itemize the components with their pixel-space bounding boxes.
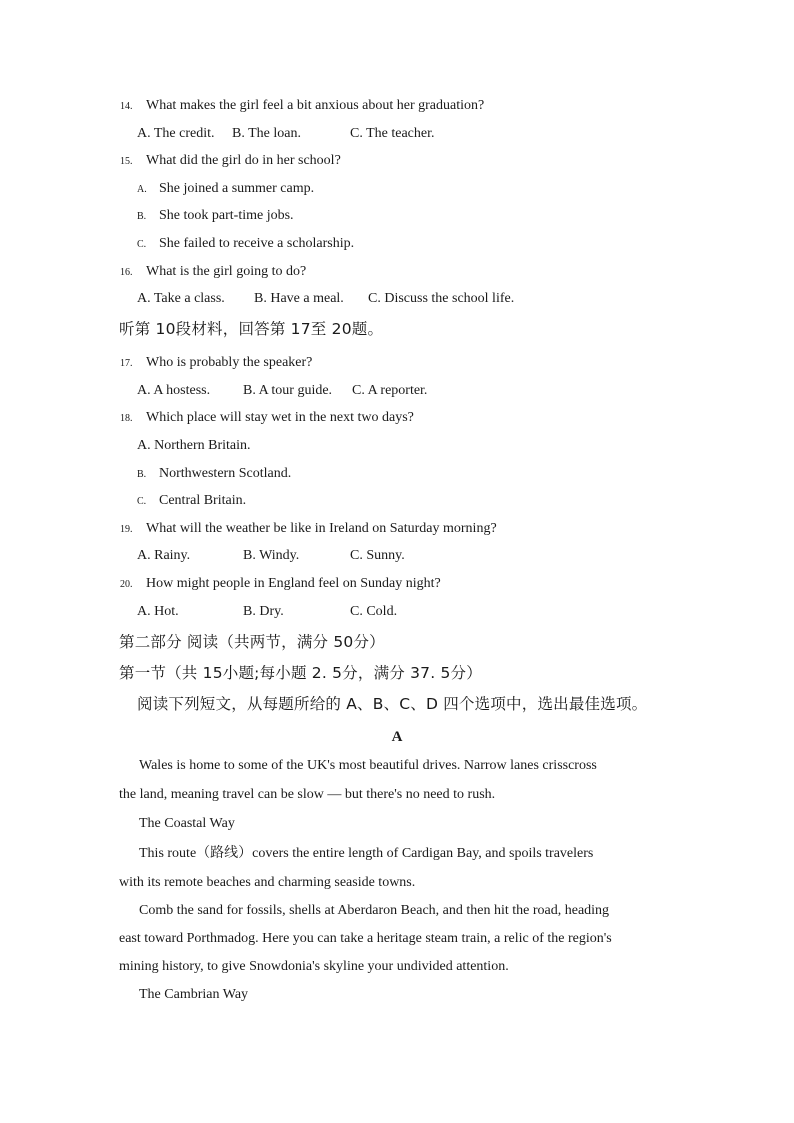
question-number: 16. [120,267,133,278]
question-20 [120,575,441,594]
option-letter: B. [137,469,147,480]
question-15 [120,152,341,171]
option-text: Northwestern Scotland. [159,466,292,481]
option-a [137,180,314,199]
option-c: C. Discuss the school life. [368,291,515,306]
option-b [137,465,291,484]
section-one-title: 第一节（共 15小题;每小题 2. 5分，满分 37. 5分） [119,664,482,682]
question-number: 20. [120,579,133,590]
question-text: What did the girl do in her school? [146,153,341,168]
option-b: B. Windy. [243,548,300,563]
option-letter: B. [137,211,147,222]
paragraph-1-line-2: the land, meaning travel can be slow — but there's no need to rush. [119,787,496,802]
option-c [137,235,354,254]
option-letter: C. [137,239,147,250]
question-19 [120,520,497,539]
option-c: C. Cold. [350,604,398,619]
option-b [137,207,294,226]
option-c: C. A reporter. [352,383,428,398]
option-c: C. Sunny. [350,548,405,563]
reading-instructions: 阅读下列短文，从每题所给的 A、B、C、D 四个选项中，选出最佳选项。 [137,695,648,713]
part-two-title: 第二部分 阅读（共两节，满分 50分） [119,633,385,651]
option-c: C. The teacher. [350,126,435,141]
question-17 [120,354,312,373]
question-text: Which place will stay wet in the next two days? [146,410,414,425]
question-text: What makes the girl feel a bit anxious about her graduation? [146,98,485,113]
option-text: She took part-time jobs. [159,208,294,223]
option-a: A. The credit. [137,126,215,141]
paragraph-2-line-2: with its remote beaches and charming seaside towns. [119,875,416,890]
option-letter: C. [137,496,147,507]
option-a: A. Northern Britain. [137,438,251,453]
option-text: She joined a summer camp. [159,181,315,196]
option-b: B. Dry. [243,604,284,619]
question-text: Who is probably the speaker? [146,355,313,370]
option-b: B. Have a meal. [254,291,344,306]
option-b: B. A tour guide. [243,383,333,398]
question-number: 14. [120,101,133,112]
question-number: 18. [120,413,133,424]
option-a: A. Hot. [137,604,179,619]
option-a: A. Take a class. [137,291,225,306]
paragraph-3-line-3: mining history, to give Snowdonia's skyline your undivided attention. [119,959,509,974]
section-heading-cambrian-way: The Cambrian Way [139,987,249,1002]
option-a: A. A hostess. [137,383,211,398]
question-18 [120,409,414,428]
option-c [137,492,246,511]
paragraph-2-line-1: This route（路线）covers the entire length of Cardigan Bay, and spoils travelers [139,846,594,861]
question-text: What is the girl going to do? [146,264,307,279]
option-a: A. Rainy. [137,548,191,563]
question-14 [120,97,484,116]
passage-label: A [391,729,403,745]
section-heading-coastal-way: The Coastal Way [139,816,235,831]
question-16 [120,263,306,282]
question-text: How might people in England feel on Sunday night? [146,576,441,591]
paragraph-1-line-1: Wales is home to some of the UK's most beautiful drives. Narrow lanes crisscross [139,758,597,773]
paragraph-3-line-1: Comb the sand for fossils, shells at Aberdaron Beach, and then hit the road, heading [139,903,610,918]
question-text: What will the weather be like in Ireland on Saturday morning? [146,521,497,536]
option-b: B. The loan. [232,126,301,141]
option-text: Central Britain. [159,493,247,508]
option-text: She failed to receive a scholarship. [159,236,355,251]
question-number: 17. [120,358,133,369]
section-intro: 听第 10段材料，回答第 17至 20题。 [119,320,384,338]
option-letter: A. [137,184,147,195]
question-number: 19. [120,524,133,535]
paragraph-3-line-2: east toward Porthmadog. Here you can take a heritage steam train, a relic of the region's [119,931,612,946]
question-number: 15. [120,156,133,167]
